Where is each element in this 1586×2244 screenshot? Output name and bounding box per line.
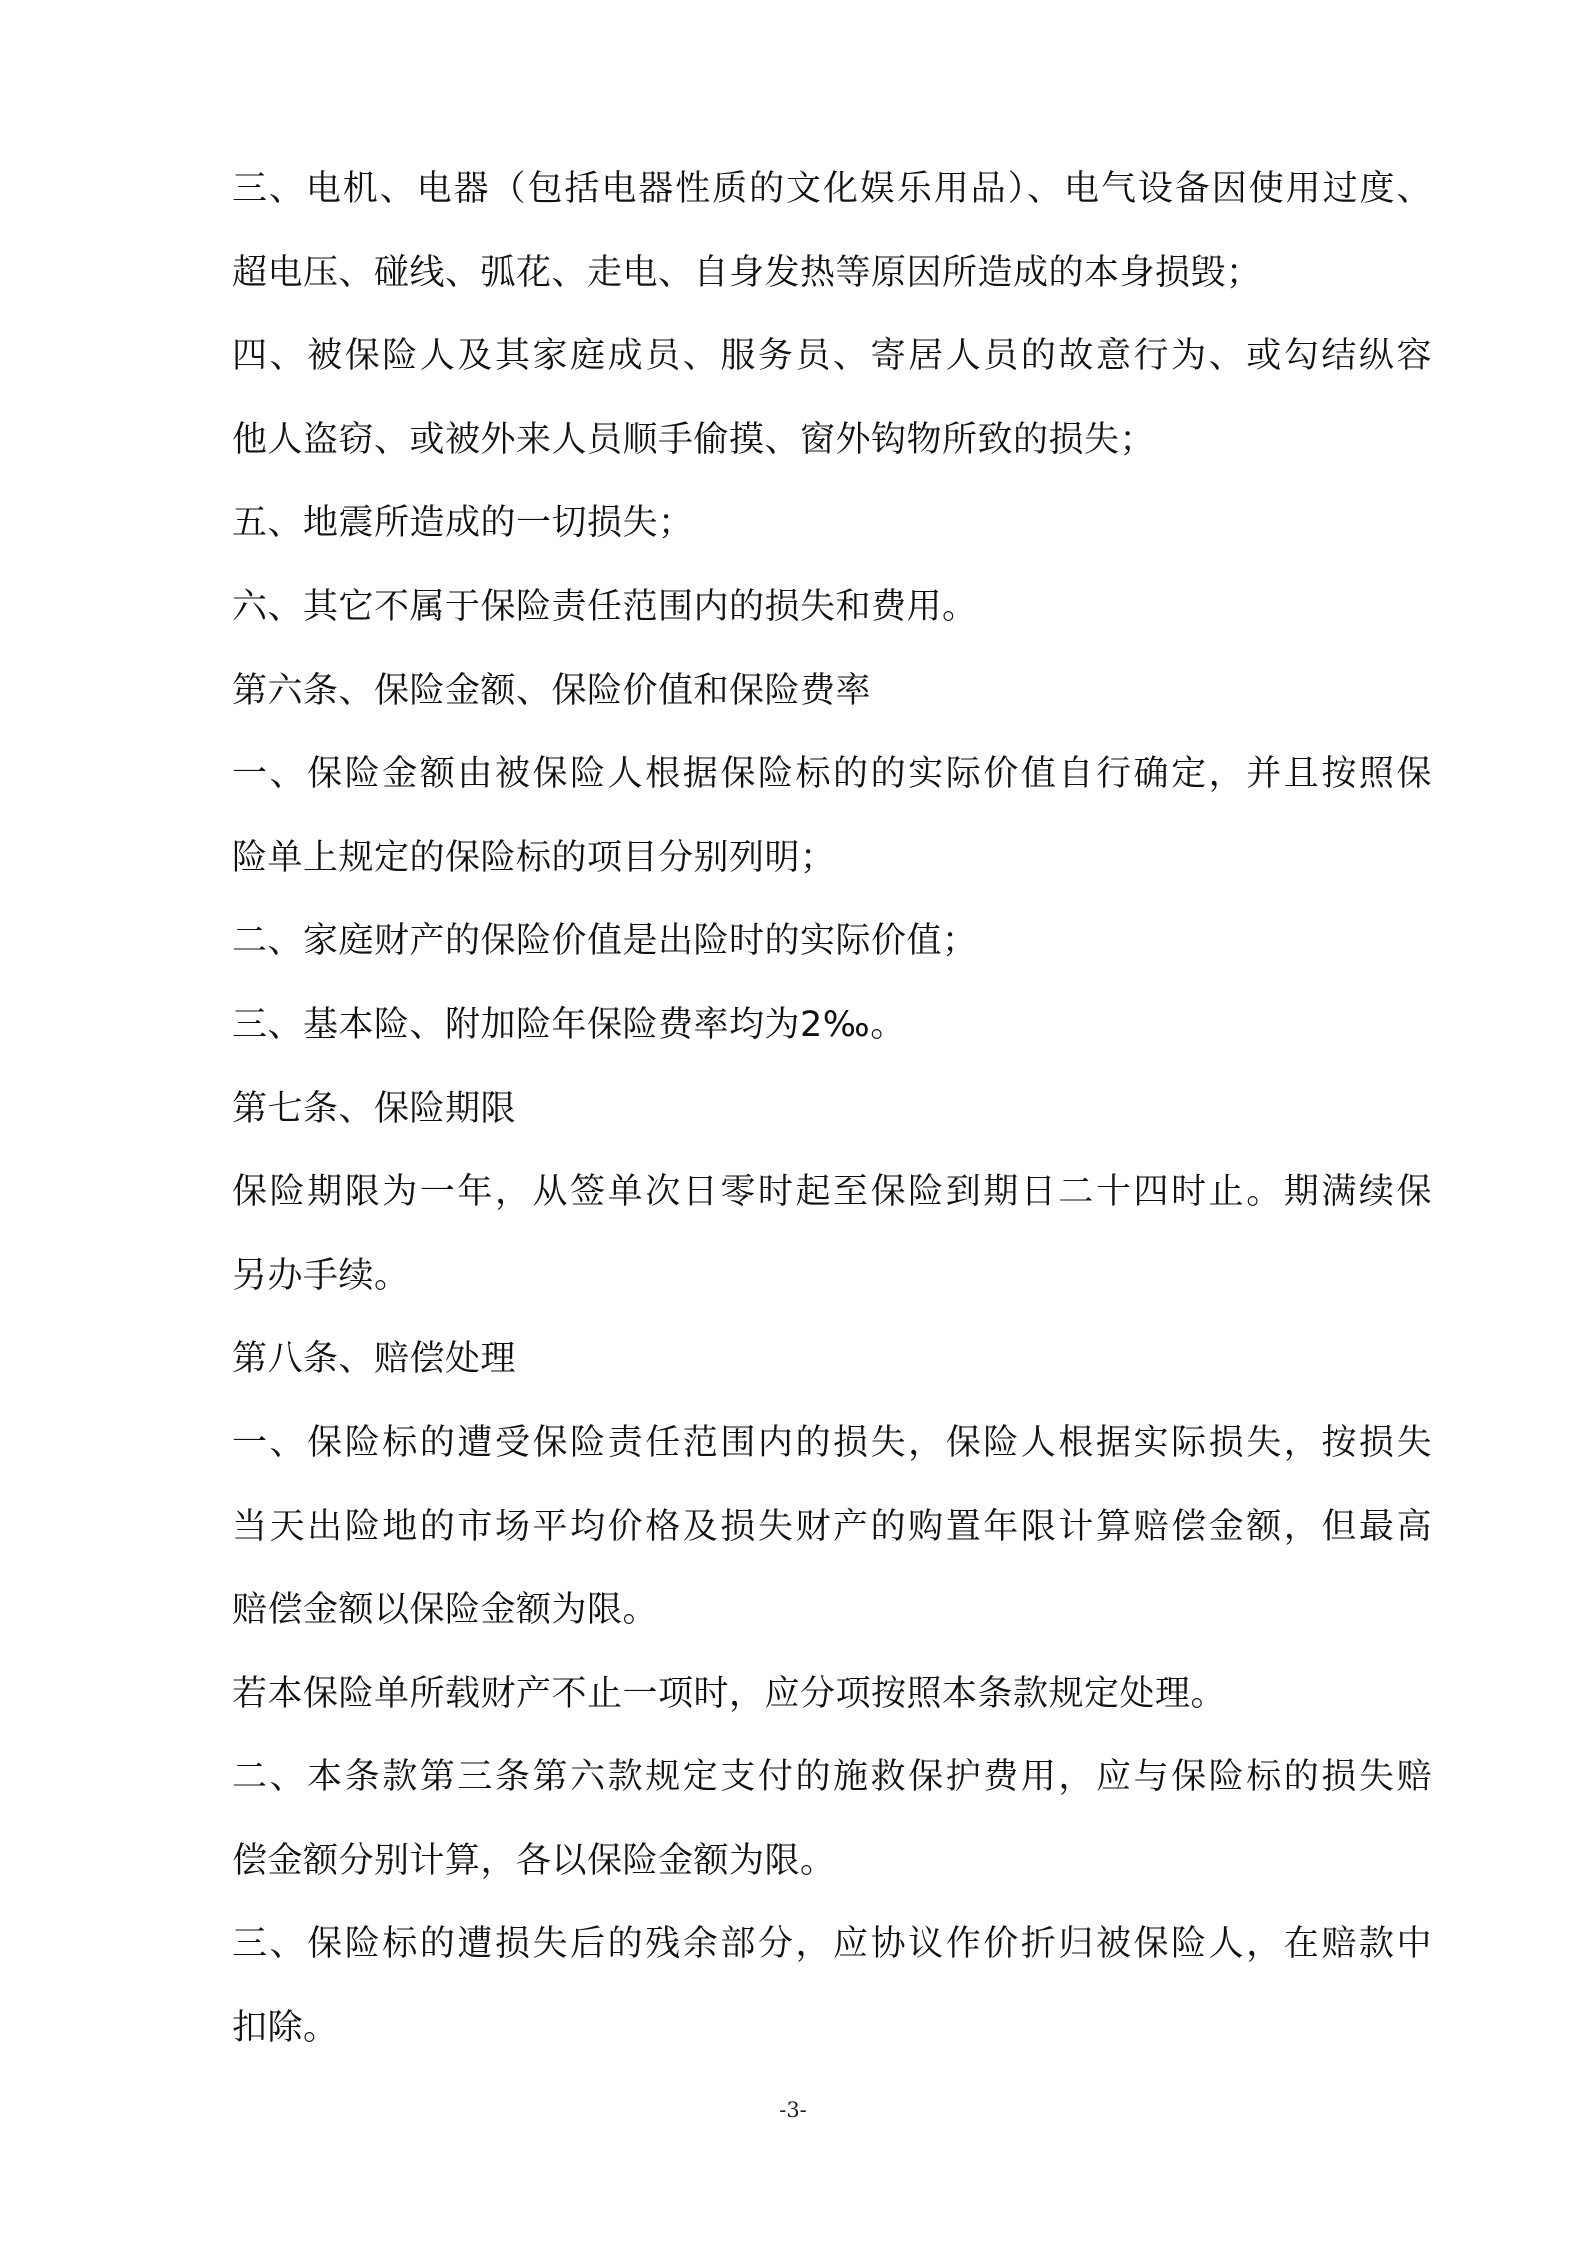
clause-6-item-1-line-1: 一、保险金额由被保险人根据保险标的的实际价值自行确定，并且按照保 — [232, 754, 1432, 795]
clause-8-item-2-line-1: 二、本条款第三条第六款规定支付的施救保护费用，应与保险标的损失赔 — [232, 1757, 1432, 1798]
clause-8-item-3-line-2: 扣除。 — [232, 2008, 339, 2049]
clause-5-item-3-line-2: 超电压、碰线、弧花、走电、自身发热等原因所造成的本身损毁； — [232, 252, 1262, 293]
clause-8-item-3-line-1: 三、保险标的遭损失后的残余部分，应协议作价折归被保险人，在赔款中 — [232, 1924, 1432, 1965]
clause-8-item-2-line-2: 偿金额分别计算，各以保险金额为限。 — [232, 1840, 836, 1881]
clause-8-item-1-line-2: 当天出险地的市场平均价格及损失财产的购置年限计算赔偿金额，但最高 — [232, 1506, 1432, 1547]
clause-6-heading: 第六条、保险金额、保险价值和保险费率 — [232, 670, 872, 711]
clause-8-heading: 第八条、赔偿处理 — [232, 1339, 517, 1380]
clause-8-item-1-line-3: 赔偿金额以保险金额为限。 — [232, 1590, 659, 1631]
clause-8-item-1-line-1: 一、保险标的遭受保险责任范围内的损失，保险人根据实际损失，按损失 — [232, 1422, 1432, 1463]
clause-6-item-3: 三、基本险、附加险年保险费率均为2‰。 — [232, 1004, 906, 1045]
clause-5-item-6: 六、其它不属于保险责任范围内的损失和费用。 — [232, 586, 978, 627]
clause-7-heading: 第七条、保险期限 — [232, 1088, 517, 1129]
document-body — [232, 148, 1432, 2071]
clause-5-item-4-line-1: 四、被保险人及其家庭成员、服务员、寄居人员的故意行为、或勾结纵容 — [232, 336, 1432, 377]
page-number: -3- — [779, 2098, 807, 2122]
clause-7-text-line-2: 另办手续。 — [232, 1255, 410, 1296]
clause-7-text-line-1: 保险期限为一年，从签单次日零时起至保险到期日二十四时止。期满续保 — [232, 1172, 1432, 1213]
clause-5-item-3-line-1: 三、电机、电器（包括电器性质的文化娱乐用品）、电气设备因使用过度、 — [232, 169, 1432, 209]
clause-5-item-4-line-2: 他人盗窃、或被外来人员顺手偷摸、窗外钩物所致的损失； — [232, 419, 1156, 460]
clause-6-item-2: 二、家庭财产的保险价值是出险时的实际价值； — [232, 921, 978, 962]
clause-6-item-1-line-2: 险单上规定的保险标的项目分别列明； — [232, 837, 836, 878]
clause-8-multi-item-note: 若本保险单所载财产不止一项时，应分项按照本条款规定处理。 — [232, 1673, 1227, 1714]
clause-5-item-5: 五、地震所造成的一切损失； — [232, 503, 694, 544]
